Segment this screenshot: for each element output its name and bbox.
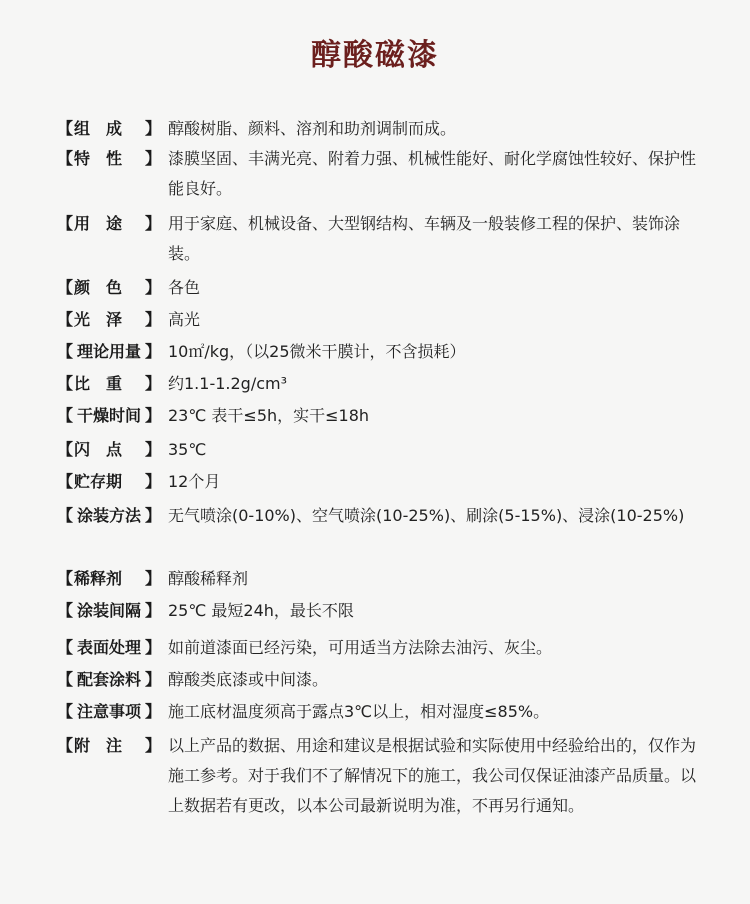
spec-label: 【 颜 色 】 bbox=[57, 278, 161, 297]
spec-value: 醇酸类底漆或中间漆。 bbox=[168, 670, 329, 689]
spec-label: 【 表面处理 】 bbox=[57, 638, 161, 657]
spec-label: 【 稀释剂 】 bbox=[57, 569, 161, 588]
document-title: 醇酸磁漆 bbox=[311, 38, 439, 73]
spec-label: 【 涂装间隔 】 bbox=[57, 601, 161, 620]
spec-label: 【 理论用量 】 bbox=[57, 342, 161, 361]
spec-value: 醇酸稀释剂 bbox=[168, 569, 249, 588]
spec-label: 【 闪 点 】 bbox=[57, 440, 161, 459]
spec-value: 以上产品的数据、用途和建议是根据试验和实际使用中经验给出的，仅作为施工参考。对于我们不了解情况下的施工，我公司仅保证油漆产品质量。以上数据若有更改，以本公司最新说明为准，不再另行通知。 bbox=[168, 736, 697, 815]
spec-value: 10㎡/kg，（以25微米干膜计，不含损耗） bbox=[168, 342, 466, 361]
spec-label: 【 组 成 】 bbox=[57, 119, 161, 138]
spec-value: 各色 bbox=[168, 278, 201, 297]
spec-label: 【 配套涂料 】 bbox=[57, 670, 161, 689]
spec-value: 如前道漆面已经污染，可用适当方法除去油污、灰尘。 bbox=[168, 638, 553, 657]
spec-value: 25℃ 最短24h，最长不限 bbox=[168, 601, 354, 620]
spec-label: 【 注意事项 】 bbox=[57, 702, 161, 721]
spec-label: 【 光 泽 】 bbox=[57, 310, 161, 329]
spec-value: 35℃ bbox=[168, 440, 207, 459]
spec-value: 漆膜坚固、丰满光亮、附着力强、机械性能好、耐化学腐蚀性较好、保护性能良好。 bbox=[168, 149, 697, 198]
spec-value: 醇酸树脂、颜料、溶剂和助剂调制而成。 bbox=[168, 119, 457, 138]
spec-label: 【 贮存期 】 bbox=[57, 472, 161, 491]
spec-label: 【 涂装方法 】 bbox=[57, 506, 161, 525]
spec-value: 施工底材温度须高于露点3℃以上，相对湿度≤85%。 bbox=[168, 702, 550, 721]
spec-label: 【 用 途 】 bbox=[57, 214, 161, 233]
spec-label: 【 干燥时间 】 bbox=[57, 406, 161, 425]
spec-value: 用于家庭、机械设备、大型钢结构、车辆及一般装修工程的保护、装饰涂装。 bbox=[168, 214, 681, 263]
spec-label: 【 比 重 】 bbox=[57, 374, 161, 393]
spec-value: 无气喷涂(0-10%)、空气喷涂(10-25%)、刷涂(5-15%)、浸涂(10-25%) bbox=[168, 506, 685, 525]
spec-label: 【 特 性 】 bbox=[57, 149, 161, 168]
spec-value: 高光 bbox=[168, 310, 201, 329]
spec-value: 约1.1-1.2g/cm³ bbox=[168, 374, 288, 393]
spec-value: 12个月 bbox=[168, 472, 221, 491]
spec-value: 23℃ 表干≤5h，实干≤18h bbox=[168, 406, 370, 425]
spec-label: 【 附 注 】 bbox=[57, 736, 161, 755]
